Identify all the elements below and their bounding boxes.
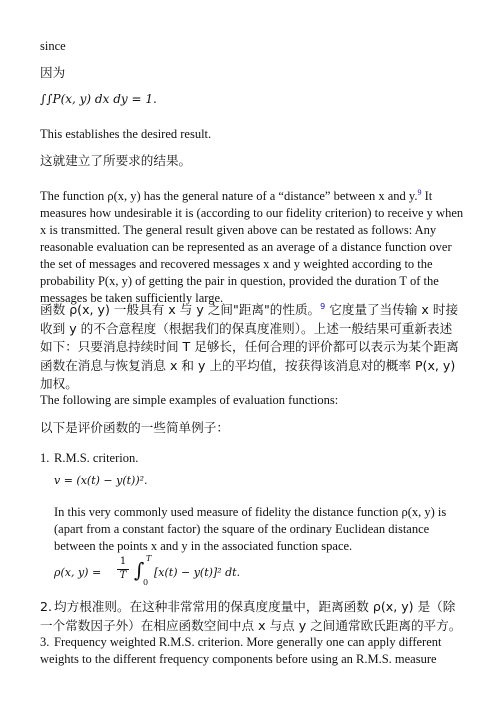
equation-fraction-numerator: 1 <box>119 556 127 567</box>
paragraph-distance-function-rest: It measures how undesirable it is (according to our fidelity criterion) to receive y when x is transmitted. The general result given above can be restated as follows: Any reasonable evaluation can be represented as an average of a distance function over the set of messages and recovered messages x and y weighted according to the probability P(x, y) of getting the pair in question, provided the duration T of the messages be taken sufficiently large. <box>40 189 464 306</box>
equation-distance-lhs: ρ(x, y) = <box>54 566 102 579</box>
paragraph-zh-distance-function-rest: 它度量了当传输 x 时接收到 y 的不合意程度（根据我们的保真度准则）。上述一般结果可重新表述如下：只要消息持续时间 T 足够长，任何合理的评价都可以表示为某个距离函数在消息与恢复消息 x 和 y 上的平均值，按获得该消息对的概率 P(x, y) 加权。 <box>40 302 459 392</box>
text-establishes: This establishes the desired result. <box>40 127 212 141</box>
text-since: since <box>40 39 66 53</box>
list-item-1 <box>40 450 464 467</box>
text-zh-establishes: 这就建立了所要求的结果。 <box>40 153 192 168</box>
list-item-2-text: 均方根准则。在这种非常常用的保真度度量中，距离函数 ρ(x, y) 是（除一个常数因子外）在相应函数空间中点 x 与点 y 之间通常欧氏距离的平方。 <box>40 599 462 633</box>
equation-integral-body: [x(t) − y(t)]² dt. <box>154 566 241 579</box>
paragraph-distance-function-lead: The function ρ(x, y) has the general nature of a “distance” between x and y. <box>40 189 418 204</box>
equation-integral-upper: T <box>146 554 152 563</box>
paragraph-distance-function <box>40 184 464 307</box>
text-following: The following are simple examples of evaluation functions: <box>40 393 339 407</box>
text-zh-following: 以下是评价函数的一些简单例子： <box>40 420 229 435</box>
list-item-3 <box>40 634 464 668</box>
paragraph-rms-description: In this very commonly used measure of fidelity the distance function ρ(x, y) is (apart from a constant factor) the square of the ordinary Euclidean distance between the points x and y in the associated function space. <box>54 505 447 553</box>
list-item-1-number: 1. <box>40 451 50 465</box>
equation-fraction-denominator: T <box>119 570 127 581</box>
paragraph-zh-distance-function <box>40 298 464 394</box>
list-item-1-text: R.M.S. criterion. <box>54 451 139 465</box>
paragraph-zh-distance-function-lead: 函数 ρ(x, y) 一般具有 x 与 y 之间"距离"的性质。 <box>40 302 321 318</box>
list-item-3-text: Frequency weighted R.M.S. criterion. More generally one can apply different weights to the different frequency components before using an R.M.S. measure <box>40 635 442 666</box>
equation-rms: v = (x(t) − y(t))². <box>54 474 148 487</box>
list-item-2 <box>40 598 464 635</box>
integral-sign-icon: ∫ <box>134 558 145 582</box>
equation-distance-integral <box>54 556 464 588</box>
footnote-ref-9[interactable]: 9 <box>417 188 422 197</box>
list-item-3-number: 3. <box>40 635 50 649</box>
list-item-2-number: 2. <box>40 599 53 614</box>
equation-integral-lower: 0 <box>143 578 149 587</box>
text-yinwei: 因为 <box>40 65 66 80</box>
equation-probability-integral: ∫∫P(x, y) dx dy = 1. <box>40 92 157 106</box>
footnote-ref-9-zh[interactable]: 9 <box>320 302 326 311</box>
